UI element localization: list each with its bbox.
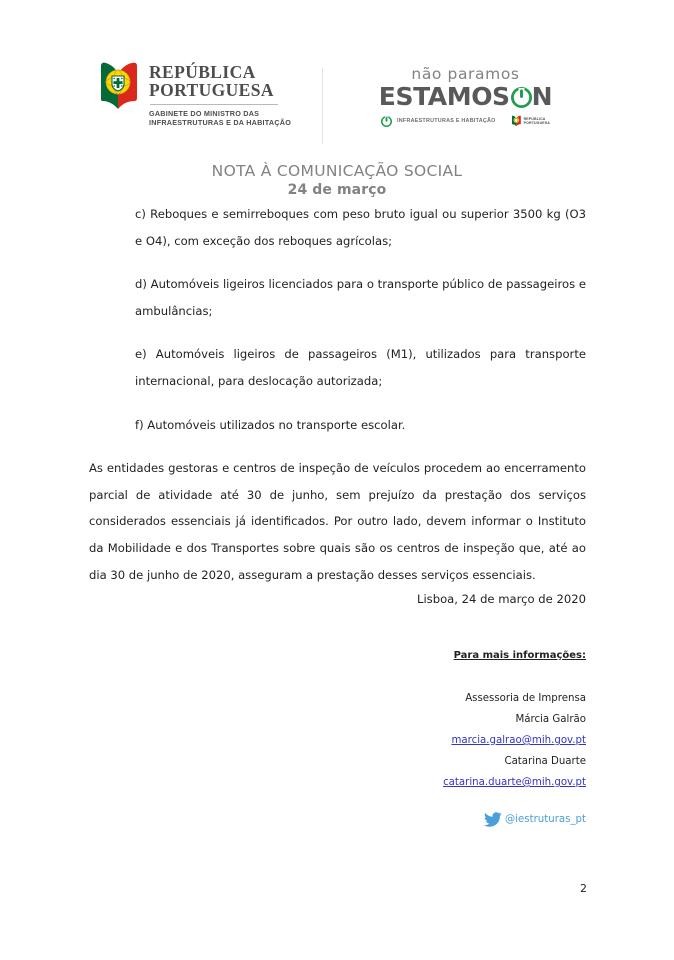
document-header xyxy=(0,52,674,148)
republica-divider-rule xyxy=(150,104,278,105)
paragraph-item-c: c) Reboques e semirreboques com peso bruto igual ou superior 3500 kg (O3 e O4), com exceção dos reboques agrícolas; xyxy=(135,207,586,248)
twitter-bird-icon xyxy=(484,812,502,827)
ministry-subtitle-line2: INFRAESTRUTURAS E DA HABITAÇÃO xyxy=(149,118,292,128)
document-body xyxy=(89,201,586,605)
mini-portugal-shield-icon xyxy=(511,115,522,127)
twitter-handle[interactable]: @iestruturas_pt xyxy=(505,813,586,825)
page-subtitle-date: 24 de março xyxy=(287,182,387,198)
contact-person-1-name: Márcia Galrão xyxy=(515,714,586,725)
republica-line1: REPÚBLICA xyxy=(149,62,256,82)
mini-badge-line2: PORTUGUESA xyxy=(523,121,550,125)
contact-person-2-email[interactable]: catarina.duarte@mih.gov.pt xyxy=(443,777,586,788)
press-office-label: Assessoria de Imprensa xyxy=(465,693,586,704)
power-symbol-icon xyxy=(511,87,532,108)
paragraph-item-e: e) Automóveis ligeiros de passageiros (M1), utilizados para transporte internacional, para deslocação autorizada; xyxy=(135,347,586,388)
estamos-word: ESTAMOS xyxy=(378,82,510,111)
place-and-date: Lisboa, 24 de março de 2020 xyxy=(416,592,586,606)
contact-lines xyxy=(89,688,586,827)
ministry-subtitle-line1: GABINETE DO MINISTRO DAS xyxy=(149,109,260,118)
estamos-on-wordmark xyxy=(378,84,553,110)
page-number: 2 xyxy=(580,882,587,895)
mini-republica-badge xyxy=(511,115,550,127)
nao-paramos-tagline: não paramos xyxy=(411,65,520,83)
page-title: NOTA À COMUNICAÇÃO SOCIAL xyxy=(211,162,463,180)
contact-person-2-name: Catarina Duarte xyxy=(504,756,586,767)
on-word: N xyxy=(531,82,553,111)
contact-heading: Para mais informações: xyxy=(453,650,586,661)
mini-badge-line1: REPÚBLICA xyxy=(523,116,546,121)
republica-text-block xyxy=(149,60,291,128)
mini-power-symbol-icon xyxy=(381,116,392,127)
header-vertical-divider xyxy=(322,68,323,144)
paragraph-item-d: d) Automóveis ligeiros licenciados para o transporte público de passageiros e ambulâncias; xyxy=(135,277,586,318)
paragraph-closing: As entidades gestoras e centros de inspeção de veículos procedem ao encerramento parcial de atividade até 30 de junho, sem prejuízo da prestação dos serviços considerados essenciais já identificados. Por outro lado, devem informar o Instituto da Mobilidade e dos Transportes sobre quais são os centros de inspeção que, até ao dia 30 de junho de 2020, asseguram a prestação desses serviços essenciais. xyxy=(89,461,586,582)
twitter-row[interactable] xyxy=(89,812,586,827)
estamos-on-sublogos xyxy=(378,115,553,127)
contact-block xyxy=(89,645,586,827)
republica-line2: PORTUGUESA xyxy=(149,80,274,100)
portugal-coat-of-arms-icon xyxy=(98,60,140,112)
mini-badge-text xyxy=(524,117,550,126)
estamos-on-logo xyxy=(378,66,553,127)
republica-portuguesa-logo xyxy=(98,60,291,128)
contact-person-1-email[interactable]: marcia.galrao@mih.gov.pt xyxy=(451,735,586,746)
paragraph-item-f: f) Automóveis utilizados no transporte escolar. xyxy=(135,417,406,432)
document-title-block xyxy=(0,162,674,199)
signoff-block xyxy=(89,589,586,609)
infraestruturas-label: INFRAESTRUTURAS E HABITAÇÃO xyxy=(397,118,496,124)
